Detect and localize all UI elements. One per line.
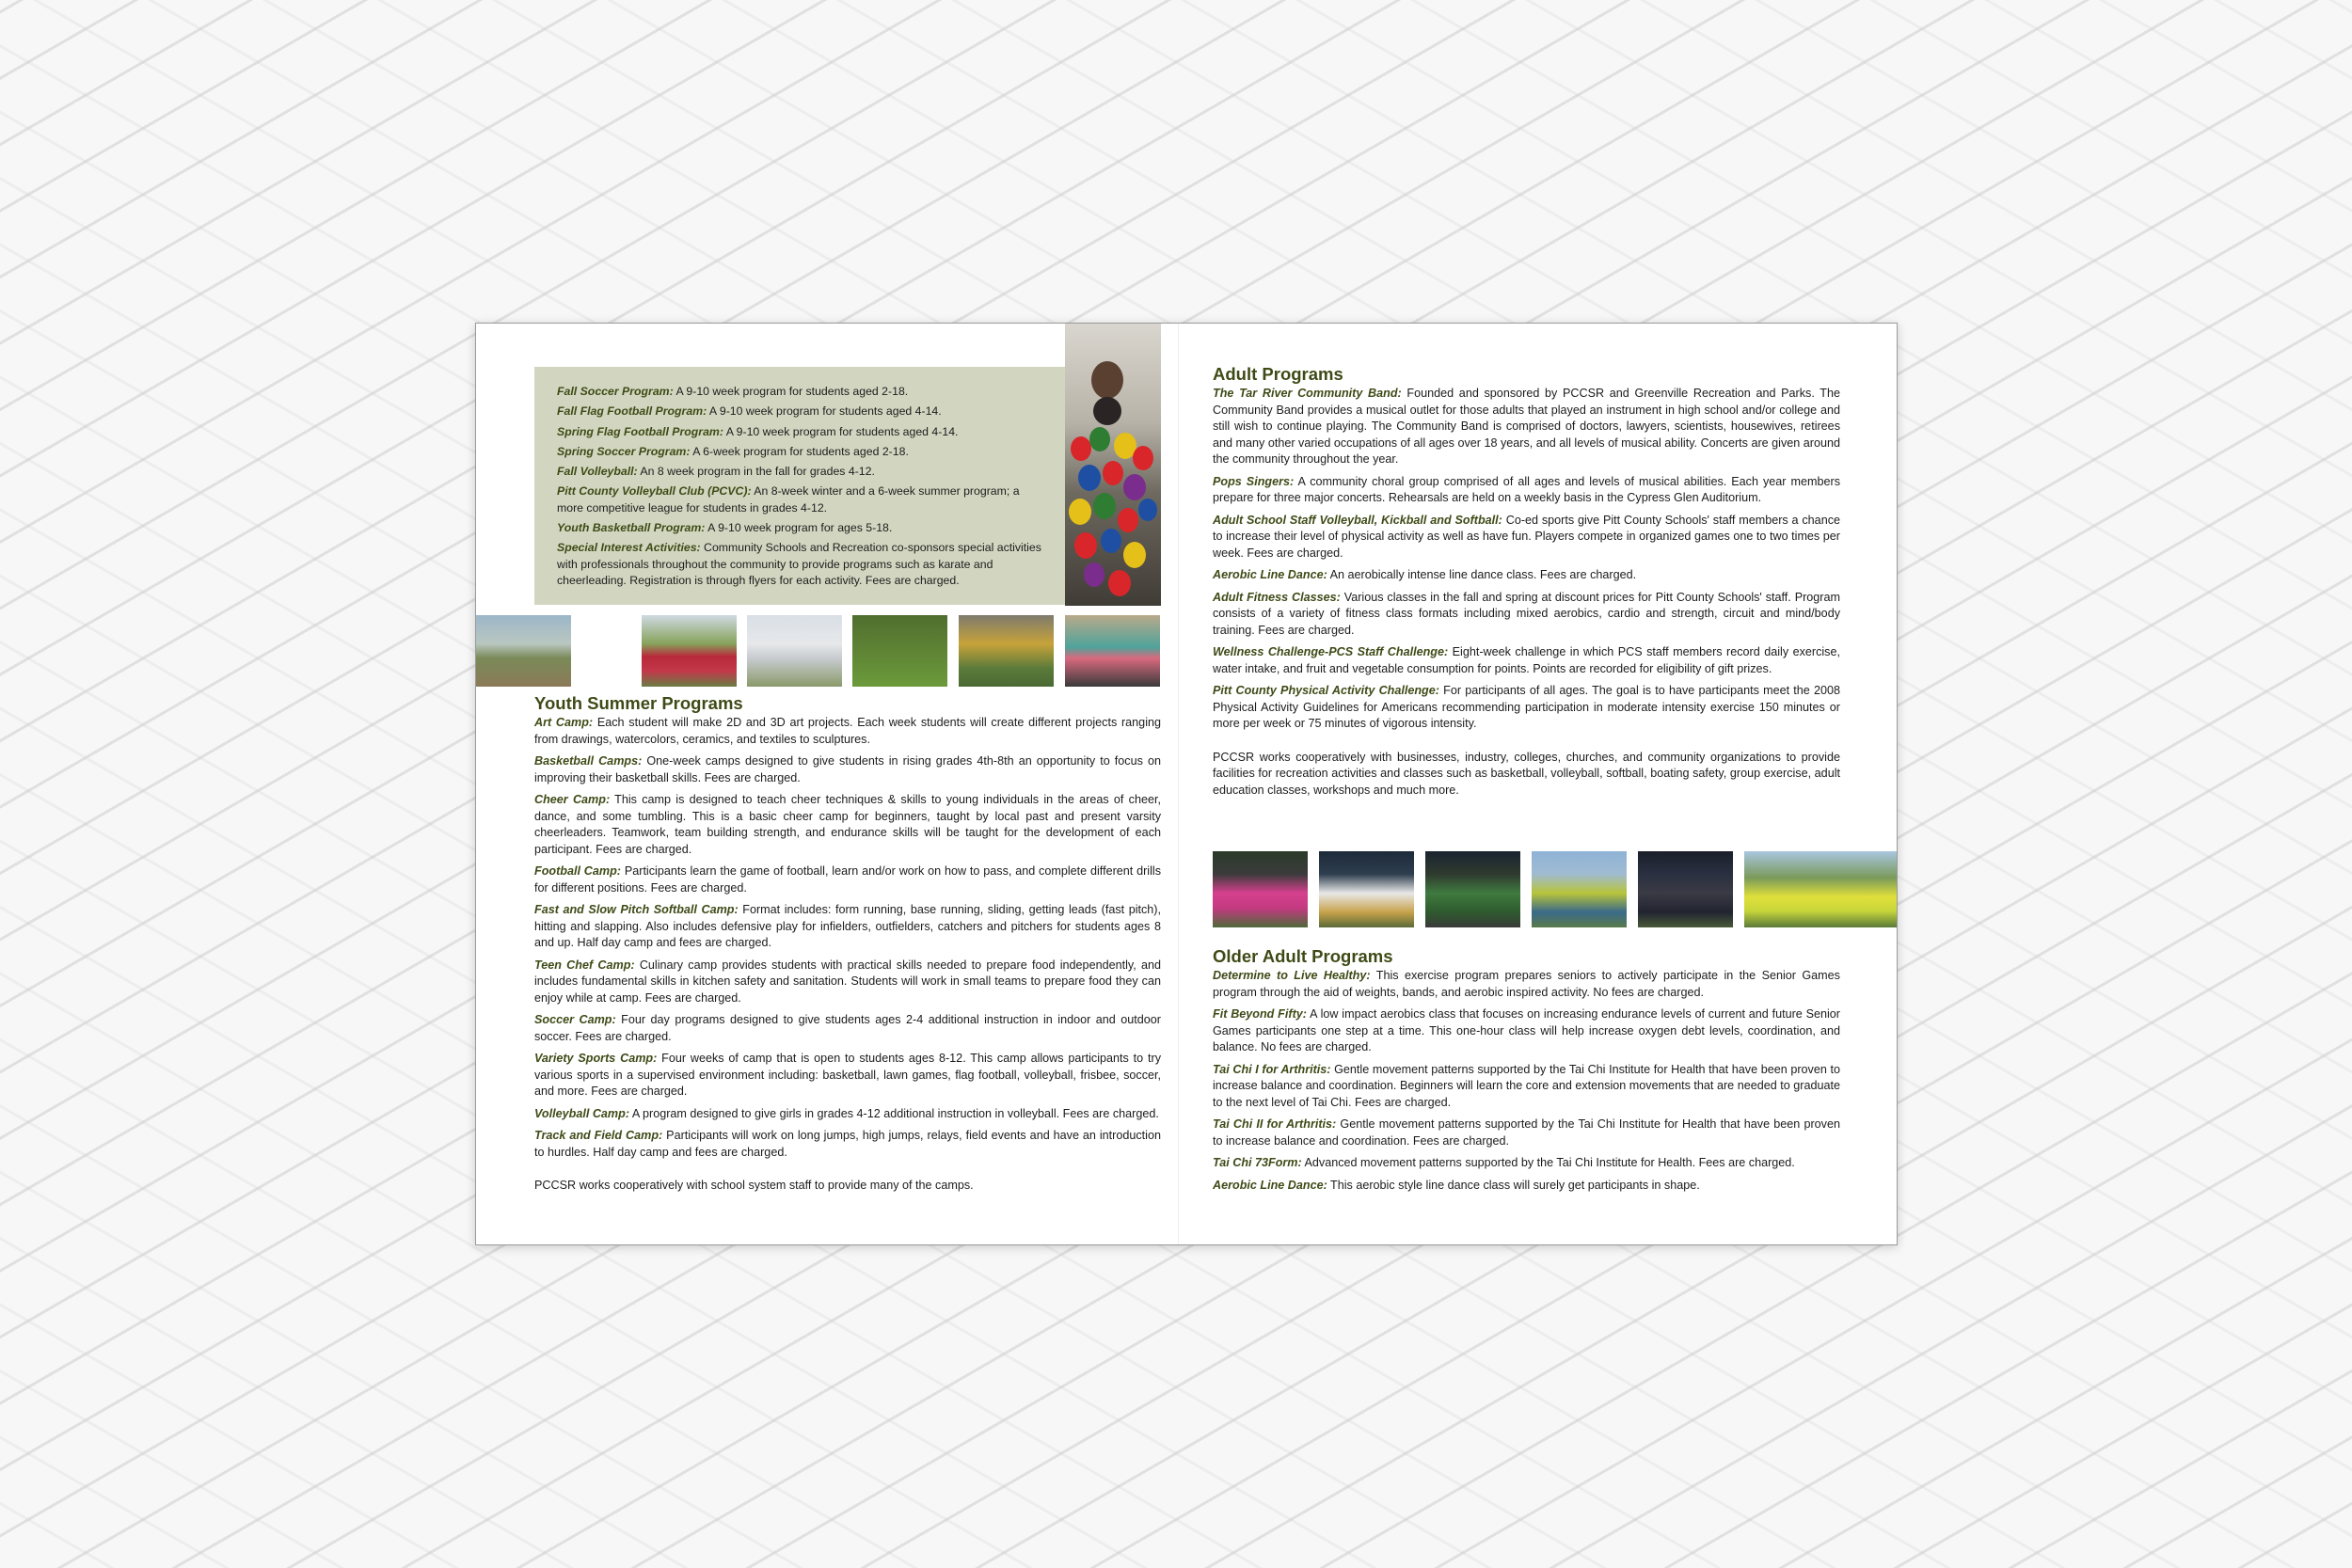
program-item: Fit Beyond Fifty: A low impact aerobics class that focuses on increasing endurance levels of current and future Senior Games participants one step at a time. This one-hour class will help increase oxygen debt levels, coordination, and balance. No fees are charged. [1213, 1007, 1841, 1053]
program-item: Art Camp: Each student will make 2D and 3D art projects. Each week students will create different projects ranging from drawings, watercolors, ceramics, and textiles to sculptures. [534, 716, 1161, 746]
group-photo [1065, 615, 1160, 687]
adult-programs-section [1213, 363, 1840, 804]
program-item: Volleyball Camp: A program designed to give girls in grades 4-12 additional instruction in volleyball. Fees are charged. [534, 1106, 1159, 1120]
softball-team-photo [1319, 851, 1414, 927]
program-item: Pops Singers: A community choral group comprised of all ages and levels of musical abilities. Each year members prepare for three major concerts. Rehearsals are held on a weekly basis in the Cypress Glen Auditorium. [1213, 474, 1840, 504]
section-footer-text: PCCSR works cooperatively with school system staff to provide many of the camps. [534, 1179, 974, 1192]
section-heading: Adult Programs [1213, 364, 1343, 384]
youth-summer-section [534, 692, 1161, 1200]
fall-program-item: Special Interest Activities: Community Schools and Recreation co-sponsors special activities with professionals throughout the community to provide programs such as karate and cheerleading. Registration is through flyers for each activity. Fees are charged. [557, 541, 1041, 587]
program-item: Pitt County Physical Activity Challenge: For participants of all ages. The goal is to have participants meet the 2008 Physical Activity Guidelines for Americans recommending participation in moderate intensity exercise 150 minutes or more per week or 75 minutes of vigorous intensity. [1213, 684, 1840, 730]
fall-program-item: Fall Soccer Program: A 9-10 week program for students aged 2-18. [557, 385, 909, 398]
section-heading: Older Adult Programs [1213, 946, 1393, 966]
program-item: Basketball Camps: One-week camps designed to give students in rising grades 4th-8th an opportunity to focus on improving their basketball skills. Fees are charged. [534, 754, 1161, 784]
youth-soccer-photo [476, 615, 571, 687]
fall-program-item: Fall Flag Football Program: A 9-10 week program for students aged 4-14. [557, 404, 942, 419]
night-team-photo [1638, 851, 1733, 927]
program-item: Tai Chi 73Form: Advanced movement patterns supported by the Tai Chi Institute for Health. Fees are charged. [1213, 1156, 1795, 1169]
section-footer-text: PCCSR works cooperatively with businesses, industry, colleges, churches, and community organizations to provide facilities for recreation activities and classes such as basketball, volleyball, softball, boating safety, group exercise, adult education classes, workshops and much more. [1213, 750, 1840, 797]
section-heading: Youth Summer Programs [534, 693, 743, 713]
fall-program-item: Youth Basketball Program: A 9-10 week program for ages 5-18. [557, 521, 893, 535]
staff-team-photo [1532, 851, 1627, 927]
program-item: Tai Chi I for Arthritis: Gentle movement patterns supported by the Tai Chi Institute for Health that have been proven to increase balance and coordination. Beginners will learn the core and extension movements that are needed to graduate to the next level of Tai Chi. Fees are charged. [1213, 1062, 1840, 1109]
fall-program-item: Spring Flag Football Program: A 9-10 week program for students aged 4-14. [557, 424, 959, 438]
program-item: Aerobic Line Dance: An aerobically intense line dance class. Fees are charged. [1213, 568, 1637, 581]
program-item: Football Camp: Participants learn the game of football, learn and/or work on how to pass, and complete different drills for different positions. Fees are charged. [534, 864, 1162, 895]
program-item: Fast and Slow Pitch Softball Camp: Format includes: form running, base running, sliding, getting leads (fast pitch), hitting and slapping. Also includes defensive play for infielders, outfielders, catchers and pitchers for students ages 8 and up. Half day camp and fees are charged. [534, 903, 1161, 949]
group-team-photo [1744, 851, 1897, 927]
program-item: Adult Fitness Classes: Various classes in the fall and spring at discount prices for Pitt County Schools' staff. Program consists of a variety of fitness class formats including mixed aerobics, cardio and strength, circuit and mind/body training. Fees are charged. [1213, 590, 1840, 637]
program-item: Aerobic Line Dance: This aerobic style line dance class will surely get participants in shape. [1213, 1178, 1700, 1192]
program-item: Wellness Challenge-PCS Staff Challenge: Eight-week challenge in which PCS staff members record daily exercise, water intake, and fruit and vegetable consumption for points. Points are recorded for eligibility of gift prizes. [1213, 645, 1840, 675]
fall-programs-box [534, 367, 1065, 605]
page-gutter [1178, 324, 1179, 1244]
mascot-photo [959, 615, 1054, 687]
program-item: Soccer Camp: Four day programs designed to give students ages 2-4 additional instruction in indoor and outdoor soccer. Fees are charged. [534, 1013, 1161, 1043]
soccer-practice-photo [852, 615, 947, 687]
program-item: The Tar River Community Band: Founded and sponsored by PCCSR and Greenville Recreation and Parks. The Community Band provides a musical outlet for those adults that played an instrument in high school and/or college and still wish to continue playing. The Community Band is comprised of doctors, lawyers, scientists, housewives, retirees and many other varied occupations of all ages over 18 years, and all levels of musical ability. Concerts are given around the community throughout the year. [1213, 387, 1840, 466]
program-item: Tai Chi II for Arthritis: Gentle movement patterns supported by the Tai Chi Institute for Health that have been proven to increase balance and coordination. Fees are charged. [1213, 1117, 1840, 1148]
cheer-team-photo [642, 615, 737, 687]
brochure-spread [475, 323, 1898, 1245]
fall-program-item: Pitt County Volleyball Club (PCVC): An 8-week winter and a 6-week summer program; a more competitive league for students in grades 4-12. [557, 484, 1020, 515]
volleyball-team-photo [1213, 851, 1308, 927]
program-item: Cheer Camp: This camp is designed to teach cheer techniques & skills to young individuals in the areas of cheer, dance, and some tumbling. This is a basic cheer camp for beginners, taught by local past and present varsity cheerleaders. Teamwork, team building strength, and endurance skills will be taught for the development of each participant. Fees are charged. [534, 793, 1161, 856]
program-item: Variety Sports Camp: Four weeks of camp that is open to students ages 8-12. This camp allows participants to try various sports in a supervised environment including: basketball, lawn games, flag football, volleyball, frisbee, soccer, and more. Fees are charged. [534, 1052, 1161, 1098]
balloon-costume-photo [1065, 324, 1161, 606]
program-item: Track and Field Camp: Participants will work on long jumps, high jumps, relays, field events and have an introduction to hurdles. Half day camp and fees are charged. [534, 1129, 1161, 1159]
program-item: Teen Chef Camp: Culinary camp provides students with practical skills needed to prepare food independently, and includes fundamental skills in kitchen safety and sanitation. Students will work in small teams to prepare food they can enjoy while at camp. Fees are charged. [534, 958, 1161, 1005]
kickball-team-photo [1425, 851, 1520, 927]
program-item: Adult School Staff Volleyball, Kickball and Softball: Co-ed sports give Pitt County Schools' staff members a chance to increase their level of physical activity as well as have fun. Players compete in organized games one to two times per week. Fees are charged. [1213, 513, 1840, 560]
field-day-photo [747, 615, 842, 687]
fall-program-item: Spring Soccer Program: A 6-week program for students aged 2-18. [557, 444, 909, 458]
fall-program-item: Fall Volleyball: An 8 week program in the fall for grades 4-12. [557, 465, 875, 479]
older-adult-section [1213, 945, 1840, 1199]
program-item: Determine to Live Healthy: This exercise program prepares seniors to actively participate in the Senior Games program through the aid of weights, bands, and aerobic inspired activity. No fees are charged. [1213, 969, 1840, 999]
